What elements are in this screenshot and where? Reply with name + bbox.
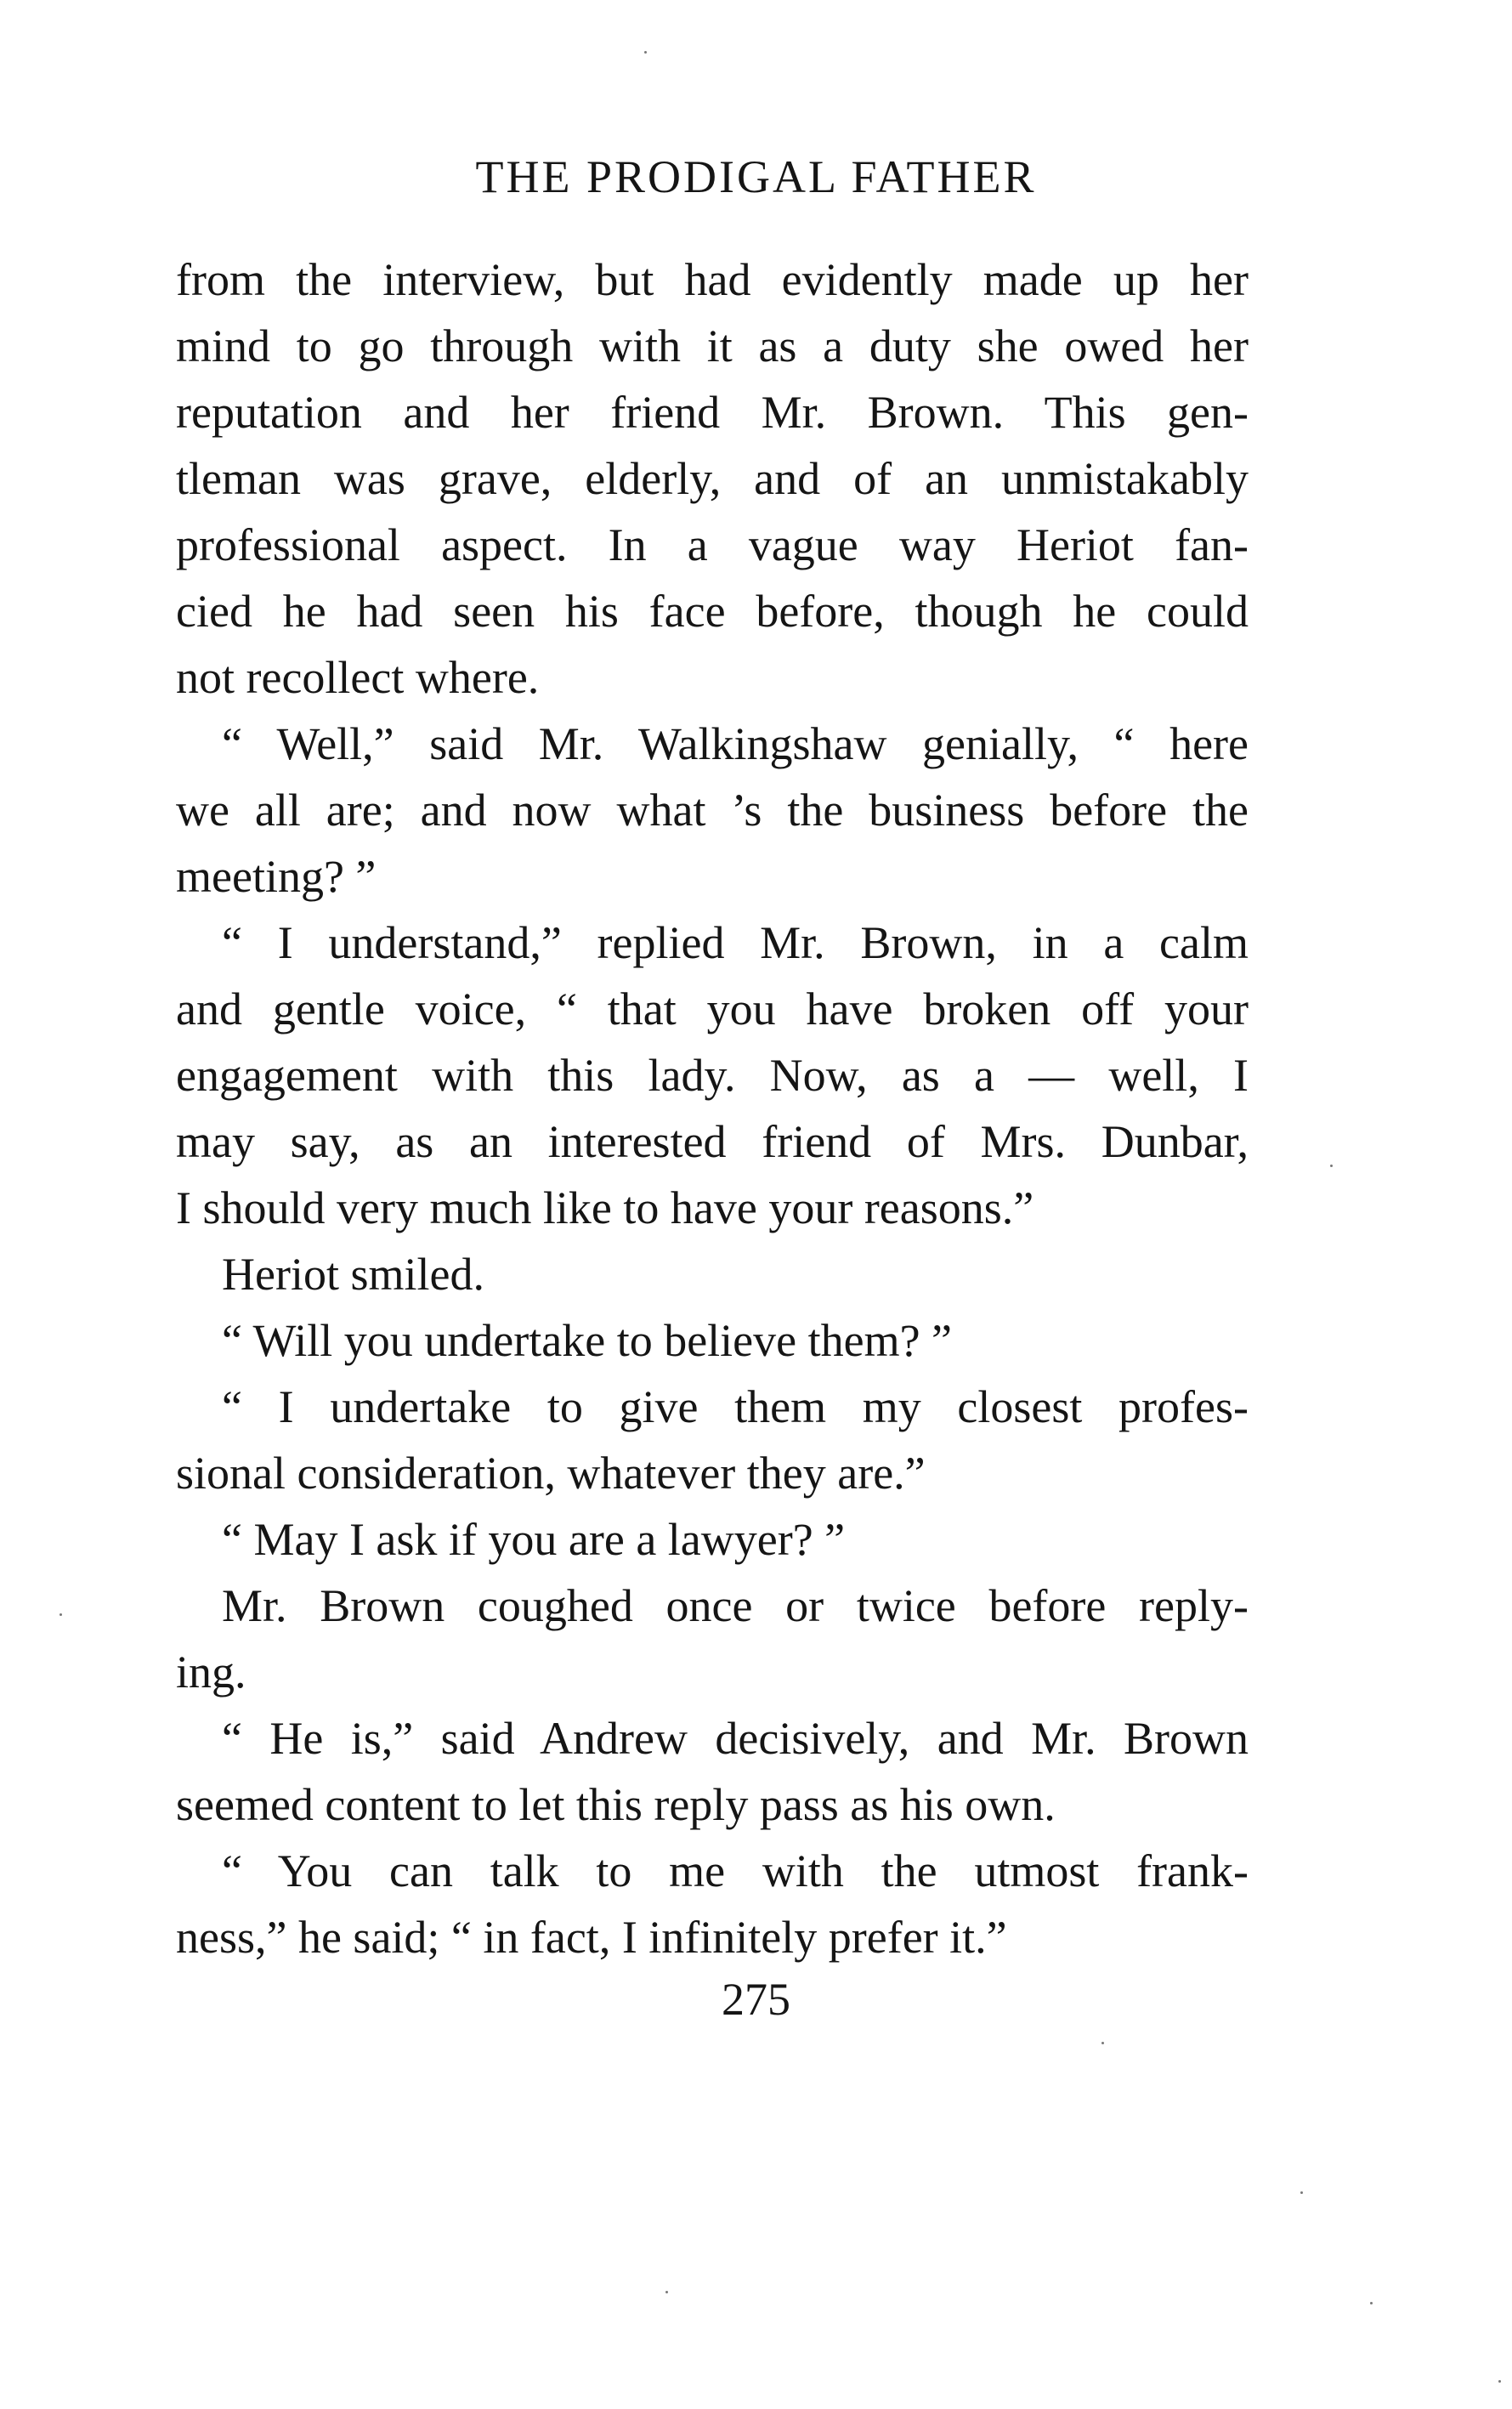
text-line: ness,” he said; “ in fact, I infinitely prefer it.”: [176, 1912, 1007, 1963]
text-line: “ Will you undertake to believe them? ”: [222, 1315, 953, 1366]
text-line: meeting? ”: [176, 851, 377, 902]
text-line: not recollect where.: [176, 652, 540, 703]
text-line: cied he had seen his face before, though he could: [176, 586, 1249, 637]
scan-speck: [644, 51, 647, 54]
text-line: “ I understand,” replied Mr. Brown, in a calm: [222, 917, 1249, 968]
text-line: “ I undertake to give them my closest profes-: [222, 1381, 1249, 1432]
scan-speck: [1300, 2191, 1303, 2194]
scan-speck: [1101, 2042, 1104, 2044]
scan-speck: [1498, 2380, 1501, 2383]
text-line: ing.: [176, 1647, 246, 1698]
text-line: mind to go through with it as a duty she owed her: [176, 320, 1249, 371]
running-head: THE PRODIGAL FATHER: [475, 151, 1037, 202]
text-line: “ Well,” said Mr. Walkingshaw genially, “ here: [222, 718, 1249, 769]
text-line: tleman was grave, elderly, and of an unmistakably: [176, 453, 1249, 504]
text-line: “ You can talk to me with the utmost frank-: [222, 1845, 1249, 1896]
text-line: and gentle voice, “ that you have broken off your: [176, 983, 1249, 1034]
text-line: engagement with this lady. Now, as a — well, I: [176, 1050, 1249, 1101]
text-line: reputation and her friend Mr. Brown. This gen-: [176, 387, 1249, 438]
text-line: “ May I ask if you are a lawyer? ”: [222, 1514, 846, 1565]
scan-speck: [1330, 1165, 1333, 1167]
body-text: [176, 247, 1249, 1970]
text-line: professional aspect. In a vague way Heriot fan-: [176, 519, 1249, 570]
text-line: from the interview, but had evidently made up her: [176, 254, 1249, 305]
scan-speck: [1370, 2302, 1373, 2304]
page-number: 275: [722, 1974, 790, 2025]
text-line: sional consideration, whatever they are.”: [176, 1448, 926, 1499]
text-line: I should very much like to have your reasons.”: [176, 1182, 1034, 1233]
text-line: seemed content to let this reply pass as his own.: [176, 1779, 1056, 1830]
scan-speck: [665, 2291, 668, 2293]
text-line: we all are; and now what ’s the business before the: [176, 785, 1249, 836]
scan-speck: [59, 1613, 62, 1616]
text-line: may say, as an interested friend of Mrs. Dunbar,: [176, 1116, 1249, 1167]
text-line: Heriot smiled.: [222, 1249, 484, 1300]
text-line: “ He is,” said Andrew decisively, and Mr. Brown: [222, 1713, 1249, 1764]
text-line: Mr. Brown coughed once or twice before reply-: [222, 1580, 1249, 1631]
